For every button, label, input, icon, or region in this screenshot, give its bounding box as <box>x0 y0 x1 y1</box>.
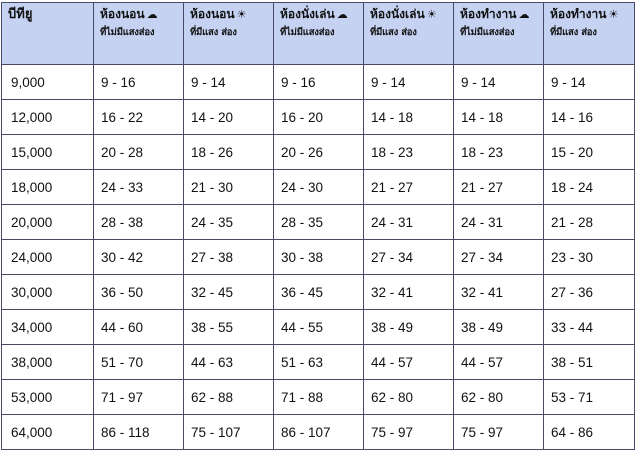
area-cell: 75 - 97 <box>454 415 544 450</box>
area-cell: 30 - 42 <box>94 240 184 275</box>
area-cell: 36 - 50 <box>94 275 184 310</box>
table-row <box>2 345 635 380</box>
table-row <box>2 275 635 310</box>
area-cell: 24 - 30 <box>274 170 364 205</box>
table-row <box>2 205 635 240</box>
area-cell: 32 - 41 <box>364 275 454 310</box>
header-sub: ที่มีแสง ส่อง <box>190 27 237 38</box>
table-row <box>2 380 635 415</box>
area-cell: 75 - 107 <box>184 415 274 450</box>
header-sub: ที่มีแสง ส่อง <box>550 27 597 38</box>
area-cell: 28 - 38 <box>94 205 184 240</box>
area-cell: 21 - 28 <box>544 205 635 240</box>
area-cell: 44 - 60 <box>94 310 184 345</box>
area-cell: 38 - 49 <box>454 310 544 345</box>
btu-room-size-table-container <box>1 2 634 454</box>
header-room-name: ห้องนั่งเล่น <box>370 7 425 21</box>
area-cell: 16 - 22 <box>94 100 184 135</box>
area-cell: 24 - 31 <box>364 205 454 240</box>
area-cell: 44 - 63 <box>184 345 274 380</box>
area-cell: 62 - 80 <box>364 380 454 415</box>
area-cell: 62 - 88 <box>184 380 274 415</box>
area-cell: 38 - 51 <box>544 345 635 380</box>
area-cell: 75 - 97 <box>364 415 454 450</box>
table-row <box>2 100 635 135</box>
btu-cell: 30,000 <box>2 275 94 310</box>
area-cell: 32 - 45 <box>184 275 274 310</box>
header-label <box>460 7 537 22</box>
area-cell: 21 - 27 <box>364 170 454 205</box>
area-cell: 24 - 31 <box>454 205 544 240</box>
header-office-sunny <box>544 3 635 65</box>
area-cell: 20 - 28 <box>94 135 184 170</box>
btu-cell: 9,000 <box>2 65 94 100</box>
btu-cell: 64,000 <box>2 415 94 450</box>
header-livingroom-shaded <box>274 3 364 65</box>
sun-icon: ☀ <box>426 8 437 21</box>
area-cell: 36 - 45 <box>274 275 364 310</box>
table-row <box>2 240 635 275</box>
table-row <box>2 135 635 170</box>
area-cell: 23 - 30 <box>544 240 635 275</box>
area-cell: 28 - 35 <box>274 205 364 240</box>
area-cell: 9 - 14 <box>364 65 454 100</box>
area-cell: 53 - 71 <box>544 380 635 415</box>
area-cell: 18 - 23 <box>454 135 544 170</box>
area-cell: 33 - 44 <box>544 310 635 345</box>
header-sub: ที่ไม่มีแสงส่อง <box>460 27 515 38</box>
area-cell: 14 - 18 <box>364 100 454 135</box>
btu-cell: 12,000 <box>2 100 94 135</box>
btu-cell: 24,000 <box>2 240 94 275</box>
area-cell: 44 - 57 <box>364 345 454 380</box>
header-bedroom-sunny <box>184 3 274 65</box>
btu-cell: 20,000 <box>2 205 94 240</box>
area-cell: 44 - 55 <box>274 310 364 345</box>
btu-cell: 34,000 <box>2 310 94 345</box>
area-cell: 18 - 26 <box>184 135 274 170</box>
table-row <box>2 170 635 205</box>
header-label <box>190 7 267 22</box>
area-cell: 64 - 86 <box>544 415 635 450</box>
area-cell: 9 - 16 <box>94 65 184 100</box>
header-bedroom-shaded <box>94 3 184 65</box>
area-cell: 18 - 24 <box>544 170 635 205</box>
btu-room-size-table <box>1 2 635 450</box>
area-cell: 38 - 49 <box>364 310 454 345</box>
header-sub: ที่ไม่มีแสงส่อง <box>100 27 155 38</box>
header-label <box>370 7 447 22</box>
area-cell: 62 - 80 <box>454 380 544 415</box>
area-cell: 30 - 38 <box>274 240 364 275</box>
area-cell: 51 - 63 <box>274 345 364 380</box>
header-btu <box>2 3 94 65</box>
area-cell: 38 - 55 <box>184 310 274 345</box>
cloud-icon: ☁ <box>518 8 530 21</box>
table-header <box>2 3 635 65</box>
area-cell: 86 - 107 <box>274 415 364 450</box>
area-cell: 14 - 20 <box>184 100 274 135</box>
header-room-name: ห้องนั่งเล่น <box>280 7 335 21</box>
area-cell: 14 - 18 <box>454 100 544 135</box>
area-cell: 21 - 30 <box>184 170 274 205</box>
area-cell: 9 - 16 <box>274 65 364 100</box>
header-room-name: ห้องทำงาน <box>460 7 517 21</box>
area-cell: 18 - 23 <box>364 135 454 170</box>
area-cell: 32 - 41 <box>454 275 544 310</box>
area-cell: 27 - 38 <box>184 240 274 275</box>
area-cell: 27 - 36 <box>544 275 635 310</box>
area-cell: 16 - 20 <box>274 100 364 135</box>
header-row <box>2 3 635 65</box>
area-cell: 9 - 14 <box>544 65 635 100</box>
area-cell: 14 - 16 <box>544 100 635 135</box>
area-cell: 71 - 88 <box>274 380 364 415</box>
btu-cell: 53,000 <box>2 380 94 415</box>
header-room-name: ห้องนอน <box>190 7 235 21</box>
area-cell: 9 - 14 <box>454 65 544 100</box>
header-label <box>280 7 357 22</box>
btu-cell: 15,000 <box>2 135 94 170</box>
area-cell: 15 - 20 <box>544 135 635 170</box>
area-cell: 27 - 34 <box>454 240 544 275</box>
cloud-icon: ☁ <box>146 8 158 21</box>
table-body <box>2 65 635 450</box>
btu-cell: 18,000 <box>2 170 94 205</box>
header-office-shaded <box>454 3 544 65</box>
header-room-name: ห้องนอน <box>100 7 145 21</box>
header-sub: ที่มีแสง ส่อง <box>370 27 417 38</box>
header-sub: ที่ไม่มีแสงส่อง <box>280 27 335 38</box>
area-cell: 44 - 57 <box>454 345 544 380</box>
header-room-name: ห้องทำงาน <box>550 7 607 21</box>
table-row <box>2 415 635 450</box>
header-label <box>100 7 177 22</box>
area-cell: 86 - 118 <box>94 415 184 450</box>
area-cell: 24 - 33 <box>94 170 184 205</box>
btu-cell: 38,000 <box>2 345 94 380</box>
area-cell: 71 - 97 <box>94 380 184 415</box>
table-row <box>2 65 635 100</box>
area-cell: 51 - 70 <box>94 345 184 380</box>
header-label <box>550 7 628 22</box>
area-cell: 20 - 26 <box>274 135 364 170</box>
header-livingroom-sunny <box>364 3 454 65</box>
sun-icon: ☀ <box>236 8 247 21</box>
area-cell: 21 - 27 <box>454 170 544 205</box>
cloud-icon: ☁ <box>336 8 348 21</box>
table-row <box>2 310 635 345</box>
sun-icon: ☀ <box>608 8 619 21</box>
area-cell: 27 - 34 <box>364 240 454 275</box>
header-btu-label: บีทียู <box>8 7 33 22</box>
area-cell: 9 - 14 <box>184 65 274 100</box>
area-cell: 24 - 35 <box>184 205 274 240</box>
